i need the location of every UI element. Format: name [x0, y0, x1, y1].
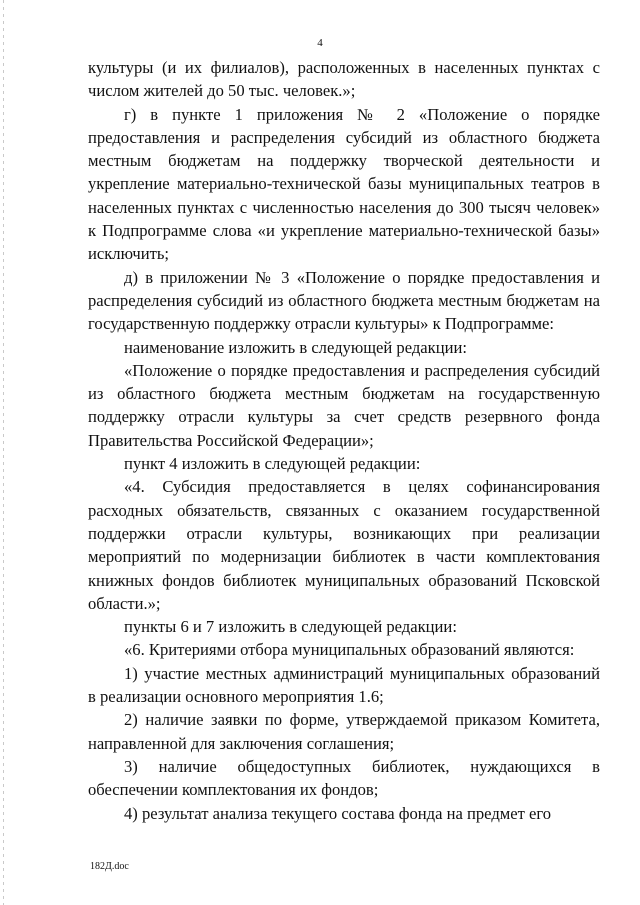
paragraph: 2) наличие заявки по форме, утверждаемой приказом Комитета, направленной для заключения соглашения; [88, 710, 600, 753]
paragraph: культуры (и их филиалов), расположенных в населенных пунктах с числом жителей до 50 тыс. человек.»; [88, 58, 600, 101]
paragraph: г) в пункте 1 приложения № 2 «Положение о порядке предоставления и распределения субсидий из областного бюджета местным бюджетам на поддержку творческой деятельности и укрепление материально-технической базы муниципальных театров в населенных пунктах с численностью населения до 300 тысяч человек» к Подпрограмме слова «и укрепление материально-технической базы» исключить; [88, 104, 600, 264]
paragraph: «Положение о порядке предоставления и распределения субсидий из областного бюджета местным бюджетам на государственную поддержку отрасли культуры за счет средств резервного фонда Правительства Российской Федерации»; [88, 360, 600, 450]
paragraph: 3) наличие общедоступных библиотек, нуждающихся в обеспечении комплектования их фондов; [88, 756, 600, 800]
paragraph: д) в приложении № 3 «Положение о порядке предоставления и распределения субсидий из областного бюджета местным бюджетам на государственную поддержку отрасли культуры» к Подпрограмме: [88, 267, 600, 334]
paragraph: «4. Субсидия предоставляется в целях софинансирования расходных обязательств, связанных с оказанием государственной поддержки отрасли культуры, возникающих при реализации мероприятий по модернизации библиотек в части комплектования книжных фондов библиотек муниципальных образований Псковской области.»; [88, 477, 600, 613]
scan-edge [3, 0, 4, 905]
paragraph: пункт 4 изложить в следующей редакции: [124, 454, 421, 474]
paragraph: 4) результат анализа текущего состава фонда на предмет его [124, 803, 552, 823]
document-body [88, 56, 600, 825]
paragraph: 1) участие местных администраций муниципальных образований в реализации основного мероприятия 1.6; [88, 663, 600, 707]
paragraph: наименование изложить в следующей редакции: [124, 337, 467, 357]
paragraph: пункты 6 и 7 изложить в следующей редакции: [124, 617, 457, 637]
page-number: 4 [317, 37, 323, 49]
paragraph: «6. Критериями отбора муниципальных образований являются: [124, 640, 575, 660]
footer-filename: 182Д.doc [90, 861, 129, 872]
